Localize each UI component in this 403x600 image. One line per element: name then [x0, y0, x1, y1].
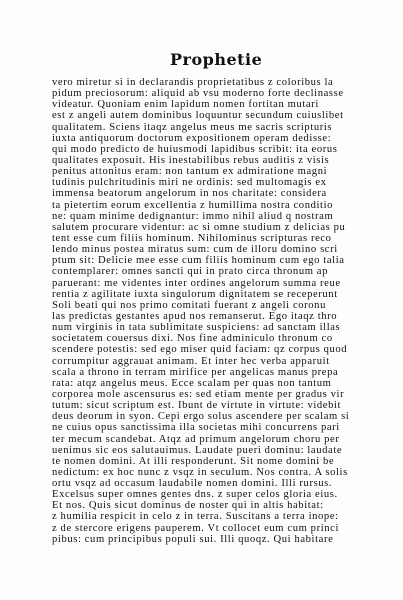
- text-line: ptum sit: Delicie mee esse cum filiis hominum cum ego talia: [52, 255, 345, 267]
- text-line: qualitates exposuit. His inestabilibus rebus auditis z visis: [52, 154, 330, 166]
- text-line: iuxta antiquorum doctorum expositionem operam dedisse:: [52, 132, 332, 144]
- text-line: videatur. Quoniam enim lapidum nomen fortitan mutari: [52, 99, 319, 111]
- text-line: tent esse cum filiis hominum. Nihilominus scripturas reco: [52, 232, 332, 244]
- text-line: tudinis pulchritudinis miri ne ordinis: sed multomagis ex: [52, 177, 327, 189]
- text-line: z de stercore erigens pauperem. Vt collocet eum cum princi: [52, 522, 339, 534]
- text-line: scala a throno in terram mirifice per angelicas manus prepa: [52, 366, 339, 378]
- text-line: deus deorum in syon. Cepi ergo solus ascendere per scalam si: [52, 411, 350, 423]
- text-line: salutem procurare videntur: ac si omne studium z delicias pu: [52, 221, 346, 233]
- text-line: Et nos. Quis sicut dominus de noster qui in altis habitat:: [52, 500, 324, 512]
- text-line: pidum preciosorum: aliquid ab vsu moderno forte declinasse: [52, 88, 344, 100]
- text-line: penitus attonitus eram: non tantum ex admiratione magni: [52, 166, 328, 178]
- text-line: qualitatem. Sciens itaqz angelus meus me sacris scripturis: [52, 121, 333, 133]
- text-line: z humilia respicit in celo z in terra. Suscitans a terra inope:: [52, 511, 339, 523]
- text-line: corporea mole ascensurus es: sed etiam mente per gradus vir: [52, 388, 345, 400]
- text-line: scendere potestis: sed ego miser quid faciam: qz corpus quod: [52, 344, 348, 356]
- text-line: lendo minus postea miratus sum: cum de illoru domino scri: [52, 244, 338, 256]
- text-line: paruerant: me videntes inter ordines angelorum summa reue: [52, 277, 341, 289]
- text-line: num virginis in tata sublimitate suspiciens: ad sanctam illas: [52, 322, 341, 334]
- text-line: est z angeli autem dominibus loquuntur secundum cuiuslibet: [52, 110, 344, 122]
- text-line: immensa beatorum angelorum in nos charitate: considera: [52, 188, 327, 200]
- text-line: vero miretur si in declarandis proprietatibus z coloribus la: [52, 77, 334, 88]
- text-line: uenimus sic eos salutauimus. Laudate pueri dominu: laudate: [52, 444, 343, 456]
- text-line: las predictas gestantes apud nos remanserut. Ego itaqz thro: [52, 310, 338, 322]
- text-line: qui modo predicto de huiusmodi lapidibus scribit: ita eorus: [52, 143, 338, 155]
- text-line: Soli beati qui nos primo comitati fuerant z angeli coronu: [52, 299, 326, 311]
- text-line: ortu vsqz ad occasum laudabile nomen domini. Illi rursus.: [52, 478, 333, 490]
- text-line: pibus: cum principibus populi sui. Illi quoqz. Qui habitare: [52, 533, 334, 545]
- text-line: societatem couersus dixi. Nos fine adminiculo thronum co: [52, 333, 333, 345]
- text-line: rata: atqz angelus meus. Ecce scalam per quas non tantum: [52, 377, 332, 389]
- running-head: Prophetie: [170, 50, 263, 69]
- text-line: ter mecum scandebat. Atqz ad primum angelorum choru per: [52, 433, 340, 445]
- text-line: corrumpitur aggrauat animam. Et inter hec verba apparuit: [52, 355, 330, 367]
- text-line: nedictum: ex hoc nunc z vsqz in seculum. Nos contra. A solis: [52, 466, 348, 478]
- text-line: ne: quam minime dedignantur: immo nihil aliud q nostram: [52, 210, 334, 222]
- text-line: Excelsus super omnes gentes dns. z super celos gloria eius.: [52, 489, 338, 501]
- text-line: rentia z agilitate iuxta singulorum dignitatem se receperunt: [52, 288, 338, 300]
- text-line: contemplarer: omnes sancti qui in prato circa thronum ap: [52, 266, 328, 278]
- text-line: tutum: sicut scriptum est. Ibunt de virtute in virtute: videbit: [52, 400, 342, 412]
- text-line: ta pietertim eorum excellentia z humillima nostra conditio: [52, 199, 334, 211]
- text-line: te nomen domini. At illi responderunt. Sit nome domini be: [52, 455, 335, 467]
- body-text: [52, 77, 370, 545]
- text-line: ne cuius opus sanctissima illa societas mihi concurrens pari: [52, 422, 340, 434]
